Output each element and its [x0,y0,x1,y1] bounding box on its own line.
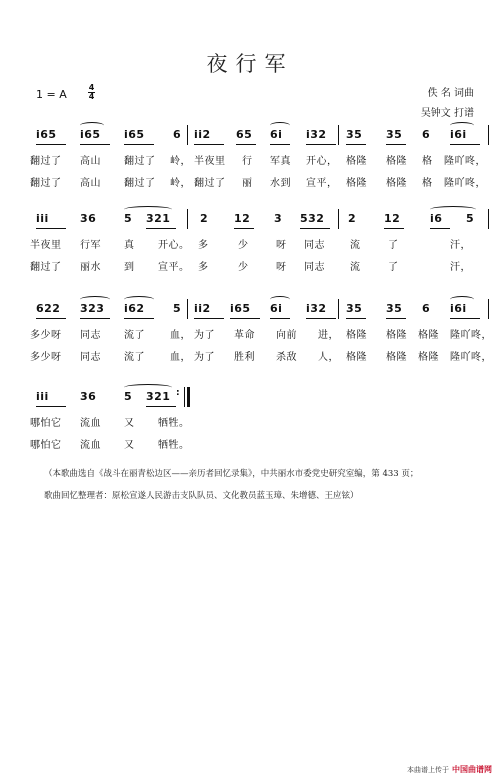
lyric: 汗， [450,262,471,273]
note-group: 5 [124,390,133,403]
lyric: 丽水 [80,262,101,273]
note-group: 532 [300,212,325,225]
lyric: 格隆 [386,330,407,341]
beam-line [270,144,290,145]
lyric: 格隆 [346,352,367,363]
lyric: 翻过了 [124,178,156,189]
note-group: 5 [466,212,475,225]
lyric: 流血 [80,418,101,429]
lyric: 流了 [124,352,145,363]
note-group: 6 [173,128,182,141]
lyric: 开心， [306,156,338,167]
lyric: 翻过了 [30,262,62,273]
beam-line [386,144,406,145]
lyric: 牺牲。 [158,418,190,429]
time-signature-top: 4 [88,83,95,92]
lyrics-verse-2 [30,432,490,454]
beam-line [306,318,336,319]
note-group: 35 [386,128,403,141]
lyric: 血， [170,352,191,363]
note-group: 12 [384,212,401,225]
time-signature-bottom: 4 [88,92,95,101]
notation-line [30,386,490,410]
lyric: 岭， [170,156,191,167]
lyrics-verse-1 [30,322,490,344]
score-system-3 [30,298,490,366]
note-group: 2 [348,212,357,225]
lyric: 高山 [80,178,101,189]
beam-line [124,318,154,319]
lyric: 流 [350,240,361,251]
lyric: 行 [242,156,253,167]
lyric: 岭， [170,178,191,189]
note-group: 6 [422,128,431,141]
lyric: 行军 [80,240,101,251]
beam-line [80,144,110,145]
lyric: 流 [350,262,361,273]
note-group: i6i [450,128,467,141]
note-group: 35 [346,302,363,315]
note-group: i32 [306,302,327,315]
lyric: 格隆 [346,330,367,341]
note-group: 3 [274,212,283,225]
lyric: 流了 [124,330,145,341]
lyric: 多 [198,262,209,273]
note-group: i65 [80,128,101,141]
lyrics-verse-2 [30,254,490,276]
beam-line [234,228,254,229]
score-system-2 [30,208,490,276]
beam-line [450,144,480,145]
note-group: 5 [173,302,182,315]
note-group: i32 [306,128,327,141]
beam-line [346,144,366,145]
lyric: 又 [124,440,135,451]
slur [80,296,110,303]
lyric: 革命 [234,330,255,341]
lyric: 胜利 [234,352,255,363]
slur [450,296,474,303]
lyric: 格隆 [418,330,439,341]
song-title: 夜行军 [206,52,294,76]
lyric: 丽 [242,178,253,189]
source-note-line-1: （本歌曲选自《战斗在丽青松边区——亲历者回忆录集》，中共丽水市委党史研究室编，第 433 页； [44,469,419,479]
lyric: 格 [422,178,433,189]
lyric: 同志 [304,262,325,273]
notation-line [30,124,490,148]
barline [338,125,339,145]
lyric: 真 [124,240,135,251]
barline [338,299,339,319]
beam-line [146,406,176,407]
lyric: 又 [124,418,135,429]
barline [338,209,339,229]
beam-line [36,228,66,229]
slur [270,122,290,129]
lyric: 格隆 [418,352,439,363]
lyric: 少 [238,240,249,251]
beam-line [450,318,480,319]
beam-line [306,144,336,145]
beam-line [430,228,450,229]
note-group: 12 [234,212,251,225]
lyric: 宣平。 [158,262,190,273]
lyric: 少 [238,262,249,273]
note-group: 6i [270,302,283,315]
watermark-text: 本曲谱上传于 [407,765,449,774]
lyric: 同志 [80,330,101,341]
lyric: 开心。 [158,240,190,251]
watermark [407,764,492,775]
beam-line [80,318,110,319]
lyric: 汗， [450,240,471,251]
barline [488,299,489,319]
note-group: 323 [80,302,105,315]
lyric: 呀 [276,262,287,273]
lyric: 格隆 [346,178,367,189]
lyric: 多 [198,240,209,251]
lyric: 翻过了 [194,178,226,189]
lyric: 多少呀 [30,330,62,341]
lyric: 向前 [276,330,297,341]
lyric: 血， [170,330,191,341]
lyric: 军真 [270,156,291,167]
note-group: 35 [386,302,403,315]
lyric: 高山 [80,156,101,167]
tie [430,206,476,213]
lyric: 半夜里 [194,156,226,167]
note-group: 622 [36,302,61,315]
note-group: 65 [236,128,253,141]
notation-line [30,298,490,322]
note-group: 36 [80,390,97,403]
transcriber: 吴钟文 打谱 [420,108,474,119]
lyric: 格隆 [386,352,407,363]
note-group: ii2 [194,128,211,141]
lyric: 了 [388,262,399,273]
lyric: 哪怕它 [30,440,62,451]
lyric: 为了 [194,330,215,341]
notation-line [30,208,490,232]
note-group: 321 [146,390,171,403]
lyric: 隆吖咚， [444,156,486,167]
note-group: iii [36,390,49,403]
lyric: 人， [318,352,339,363]
lyric: 格隆 [346,156,367,167]
lyric: 哪怕它 [30,418,62,429]
beam-line [236,144,256,145]
key-signature: 1 = A [36,88,67,101]
note-group: ii2 [194,302,211,315]
lyric: 进， [318,330,339,341]
lyric: 格隆 [386,156,407,167]
score-system-4 [30,386,490,454]
lyric: 隆吖咚， [444,178,486,189]
source-note-line-2: 歌曲回忆整理者：原松宣遂人民游击支队队员、文化教员蓝玉璋、朱增德、王应铉） [44,491,359,501]
lyric: 为了 [194,352,215,363]
lyric: 同志 [304,240,325,251]
beam-line [194,144,224,145]
note-group: 321 [146,212,171,225]
lyric: 牺牲。 [158,440,190,451]
beam-line [36,144,66,145]
barline [187,299,188,319]
lyric: 半夜里 [30,240,62,251]
lyric: 隆吖咚， [450,352,492,363]
beam-line [36,318,66,319]
note-group: i65 [36,128,57,141]
note-group: i6i [450,302,467,315]
note-group: 2 [200,212,209,225]
tie [124,206,172,213]
note-group: i65 [230,302,251,315]
lyric: 格隆 [386,178,407,189]
note-group: 36 [80,212,97,225]
beam-line [230,318,260,319]
lyric: 翻过了 [30,178,62,189]
beam-line [384,228,404,229]
tie [124,384,172,391]
barline [488,125,489,145]
lyrics-verse-1 [30,232,490,254]
repeat-dots: : [176,388,181,398]
note-group: 35 [346,128,363,141]
note-group: iii [36,212,49,225]
note-group: i62 [124,302,145,315]
final-repeat-barline [184,387,185,407]
beam-line [300,228,330,229]
beam-line [146,228,176,229]
beam-line [270,318,290,319]
lyrics-verse-1 [30,148,490,170]
lyrics-verse-2 [30,170,490,192]
note-group: 6i [270,128,283,141]
barline [488,209,489,229]
source-note [44,463,484,507]
lyric: 水到 [270,178,291,189]
note-group: 6 [422,302,431,315]
lyricist-composer: 佚 名 词曲 [427,88,474,99]
beam-line [386,318,406,319]
score-system-1 [30,124,490,192]
lyric: 到 [124,262,135,273]
note-group: i6 [430,212,443,225]
lyrics-verse-1 [30,410,490,432]
lyric: 多少呀 [30,352,62,363]
lyric: 格 [422,156,433,167]
lyric: 翻过了 [30,156,62,167]
barline [187,125,188,145]
lyric: 宣平， [306,178,338,189]
lyric: 流血 [80,440,101,451]
note-group: 5 [124,212,133,225]
slur [80,122,104,129]
time-signature [88,84,95,101]
slur [450,122,474,129]
beam-line [124,144,154,145]
credits [421,84,474,124]
barline [187,209,188,229]
lyric: 翻过了 [124,156,156,167]
lyric: 隆吖咚， [450,330,492,341]
beam-line [36,406,66,407]
lyric: 杀敌 [276,352,297,363]
slur [124,296,154,303]
lyric: 呀 [276,240,287,251]
beam-line [194,318,224,319]
beam-line [346,318,366,319]
slur [270,296,290,303]
lyric: 同志 [80,352,101,363]
lyric: 了 [388,240,399,251]
site-logo: 中国曲谱网 [452,765,492,774]
lyrics-verse-2 [30,344,490,366]
note-group: i65 [124,128,145,141]
